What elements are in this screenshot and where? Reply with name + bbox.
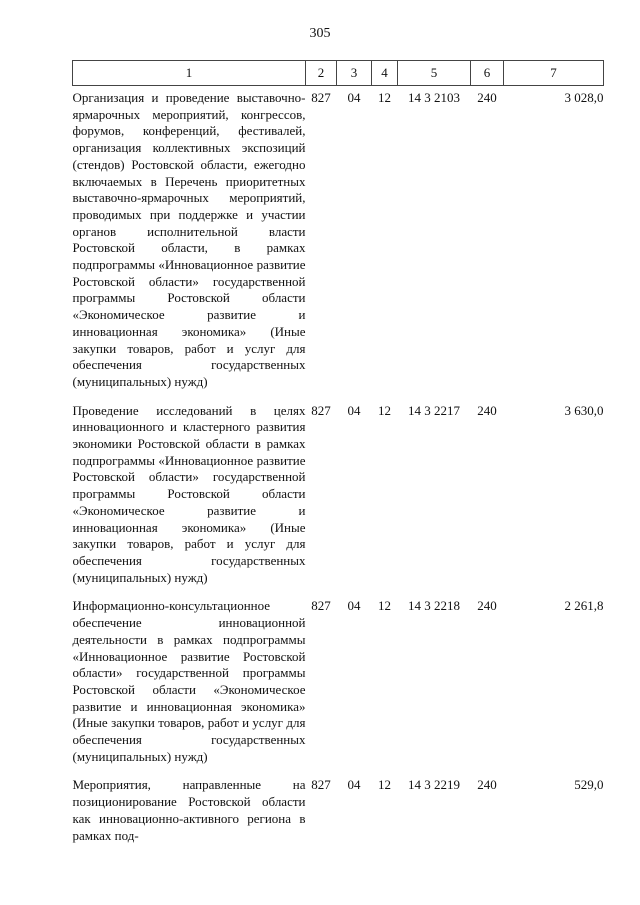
table-row: [73, 86, 604, 391]
header-col-6: 6: [471, 61, 504, 86]
table-header-row: [73, 61, 604, 86]
row-target-article: 14 3 2103: [408, 90, 460, 105]
header-col-5: 5: [398, 61, 471, 86]
row-subsection-code: 12: [378, 402, 391, 418]
row-ministry-code: 827: [311, 90, 331, 105]
table-row: [73, 586, 604, 765]
row-ministry-code: 827: [311, 598, 331, 614]
row-section-code: 04: [347, 777, 361, 793]
row-expense-type: 240: [477, 777, 497, 793]
row-subsection-code: 12: [378, 598, 391, 614]
header-col-2: 2: [306, 61, 337, 86]
table-row: [73, 765, 604, 844]
budget-table: [72, 60, 604, 844]
row-expense-type: 240: [477, 90, 497, 105]
header-col-7: 7: [504, 61, 604, 86]
row-section-code: 04: [347, 598, 361, 614]
row-ministry-code: 827: [311, 777, 331, 793]
page-number: 305: [309, 26, 331, 41]
table-row: [73, 391, 604, 587]
row-ministry-code: 827: [311, 402, 331, 418]
row-amount: 3 028,0: [564, 90, 604, 105]
row-amount: 2 261,8: [564, 598, 604, 614]
row-section-code: 04: [347, 90, 361, 105]
row-target-article: 14 3 2217: [408, 402, 460, 418]
row-description: Мероприятия, направленные на позиционирование Ростовской области как инновационно-активного региона в рамках под-: [72, 777, 306, 843]
header-col-4: 4: [372, 61, 398, 86]
row-target-article: 14 3 2218: [408, 598, 460, 614]
header-col-3: 3: [337, 61, 372, 86]
row-subsection-code: 12: [378, 777, 391, 793]
row-description: Информационно-консультационное обеспечение инновационной деятельности в рамках подпрограммы «Инновационное развитие Ростовской области» государственной программы Ростовской области «Экономическое развитие и инновационная экономика» (Иные закупки товаров, работ и услуг для обеспечения государственных (муниципальных) нужд): [72, 598, 306, 764]
row-target-article: 14 3 2219: [408, 777, 460, 793]
row-expense-type: 240: [477, 402, 497, 418]
row-amount: 529,0: [574, 777, 604, 793]
row-subsection-code: 12: [378, 90, 391, 105]
row-amount: 3 630,0: [564, 402, 604, 418]
row-expense-type: 240: [477, 598, 497, 614]
header-col-1: 1: [73, 61, 306, 86]
row-description: Организация и проведение выставочно-ярмарочных мероприятий, конгрессов, форумов, конференций, фестивалей, организация коллективных экспозиций (стендов) Ростовской области, ежегодно включаемых в Перечень приоритетных выставочно-ярмарочных мероприятий, проводимых при поддержке и участии органов исполнительной власти Ростовской области, в рамках подпрограммы «Инновационное развитие Ростовской области» государственной программы Ростовской области «Экономическое развитие и инновационная экономика» (Иные закупки товаров, работ и услуг для обеспечения государственных (муниципальных) нужд): [72, 90, 306, 389]
row-description: Проведение исследований в целях инновационного и кластерного развития экономики Ростовской области в рамках подпрограммы «Инновационное развитие Ростовской области» государственной программы Ростовской области «Экономическое развитие и инновационная экономика» (Иные закупки товаров, работ и услуг для обеспечения государственных (муниципальных) нужд): [72, 402, 306, 585]
row-section-code: 04: [347, 402, 361, 418]
